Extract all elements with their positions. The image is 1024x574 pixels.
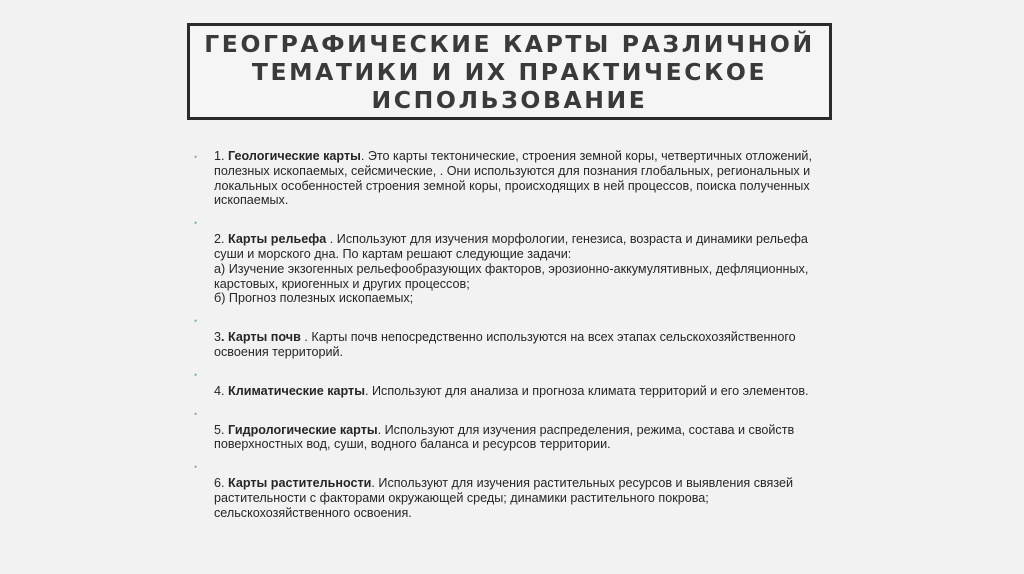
item-text (214, 218, 834, 306)
item-number: 5. (214, 422, 229, 437)
list-item (194, 149, 834, 208)
item-number: 4. (214, 383, 229, 398)
content-list (194, 149, 834, 521)
item-body: . Используют для анализа и прогноза климата территорий и его элементов. (364, 383, 809, 398)
list-item (194, 370, 834, 399)
item-heading: Геологические карты (228, 149, 361, 163)
slide-title: ГЕОГРАФИЧЕСКИЕ КАРТЫ РАЗЛИЧНОЙ ТЕМАТИКИ И ИХ ПРАКТИЧЕСКОЕ ИСПОЛЬЗОВАНИЕ (204, 29, 815, 114)
bullet-icon: • (194, 316, 198, 327)
list-item (194, 409, 834, 453)
item-heading: Климатические карты (228, 383, 365, 398)
item-number: 2. (214, 232, 229, 247)
item-heading: Карты растительности (228, 476, 372, 491)
bullet-icon: • (194, 408, 198, 419)
item-body: . Используют для изучения распределения, режима, состава и свойств поверхностных вод, суши, водного баланса и ресурсов территории. (214, 422, 795, 452)
title-box (187, 23, 832, 120)
item-number: 3 (214, 330, 222, 345)
item-body: . Используют для изучения морфологии, генезиса, возраста и динамики рельефа суши и морского дна. По картам решают следующие задачи: (214, 232, 808, 261)
list-item (194, 316, 834, 360)
item-text (214, 462, 834, 520)
item-heading: Карты рельефа (228, 232, 327, 247)
item-number: 6. (214, 476, 229, 491)
item-text (214, 316, 834, 360)
item-body: . Используют для изучения растительных ресурсов и выявления связей растительности с факторами окружающей среды; динамики растительного покрова; сельскохозяйственного освоения. (214, 476, 794, 520)
item-number: 1. (214, 149, 229, 163)
item-text (214, 370, 834, 399)
bullet-icon: • (194, 218, 198, 229)
bullet-icon: • (194, 462, 198, 473)
item-heading: . Карты почв (221, 330, 301, 345)
item-subpoint: б) Прогноз полезных ископаемых; (214, 291, 414, 306)
item-text (214, 149, 834, 208)
item-subpoint: а) Изучение экзогенных рельефообразующих факторов, эрозионно-аккумулятивных, дефляционных, карстовых, криогенных и других процессов; (214, 261, 809, 291)
list-item (194, 218, 834, 306)
bullet-icon: • (194, 152, 198, 162)
item-body: . Это карты тектонические, строения земной коры, четвертичных отложений, полезных ископаемых, сейсмические, . Они используются для познания глобальных, региональных и локальных особенностей строения земной коры, происходящих в ней процессов, поиска полученных ископаемых. (214, 149, 812, 208)
item-heading: Гидрологические карты (228, 422, 378, 437)
list-item (194, 462, 834, 520)
bullet-icon: • (194, 369, 198, 380)
item-body: . Карты почв непосредственно используются на всех этапах сельскохозяйственного освоения территорий. (214, 330, 796, 359)
item-text (214, 409, 834, 453)
